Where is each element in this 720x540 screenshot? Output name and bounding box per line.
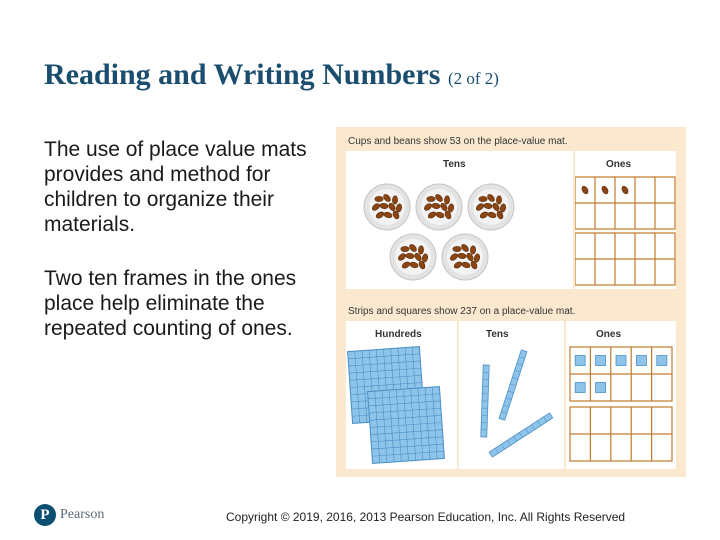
hundreds-panel [346, 321, 457, 469]
one-square [636, 356, 646, 366]
one-square [616, 356, 626, 366]
bean [401, 246, 409, 251]
cups-of-beans [346, 151, 573, 289]
hundred-flat [368, 387, 445, 464]
ten-frames-top [575, 151, 676, 289]
one-square [657, 356, 667, 366]
bean [392, 196, 398, 205]
bean [479, 196, 487, 201]
bean [470, 246, 476, 255]
pearson-logo-icon: P [34, 504, 56, 526]
ones-panel-top [575, 151, 676, 289]
cup [468, 184, 514, 230]
tens-header-top: Tens [443, 159, 466, 170]
bean [418, 246, 424, 255]
cup [364, 184, 410, 230]
tens-panel-top [346, 151, 573, 289]
one-square [575, 356, 585, 366]
cup [442, 234, 488, 280]
slide-title-main: Reading and Writing Numbers [44, 58, 441, 91]
figure-caption-top: Cups and beans show 53 on the place-value mat. [348, 136, 568, 147]
bean [444, 196, 450, 205]
tens-strips [459, 321, 564, 469]
pearson-logo-text: Pearson [60, 507, 105, 522]
bean [375, 196, 383, 201]
hundreds-flats [346, 321, 457, 469]
place-value-figure [336, 127, 686, 477]
paragraph-ten-frames: Two ten frames in the ones place help eliminate the repeated counting of ones. [44, 267, 297, 340]
tens-header-bottom: Tens [486, 329, 509, 340]
copyright-notice: Copyright © 2019, 2016, 2013 Pearson Education, Inc. All Rights Reserved [226, 510, 626, 524]
pearson-logo [34, 504, 104, 526]
slide-title [44, 58, 499, 92]
ten-strip [481, 365, 490, 437]
ones-panel-bottom [566, 321, 676, 469]
tens-panel-bottom [459, 321, 564, 469]
cup [390, 234, 436, 280]
bean [496, 196, 502, 205]
cup [416, 184, 462, 230]
figure-caption-bottom: Strips and squares show 237 on a place-value mat. [348, 306, 576, 317]
hundreds-header: Hundreds [375, 329, 422, 340]
ten-strip [489, 413, 553, 457]
paragraph-place-value-mats: The use of place value mats provides and method for children to organize their materials. [44, 138, 307, 236]
ten-frames-bottom [566, 321, 676, 469]
bean [427, 196, 435, 201]
slide-title-sub: (2 of 2) [447, 69, 499, 88]
one-square [575, 383, 585, 393]
ten-strip [499, 350, 527, 420]
one-square [596, 356, 606, 366]
bean [453, 246, 461, 251]
one-square [596, 383, 606, 393]
ones-header-bottom: Ones [596, 329, 622, 340]
ones-header-top: Ones [606, 159, 632, 170]
